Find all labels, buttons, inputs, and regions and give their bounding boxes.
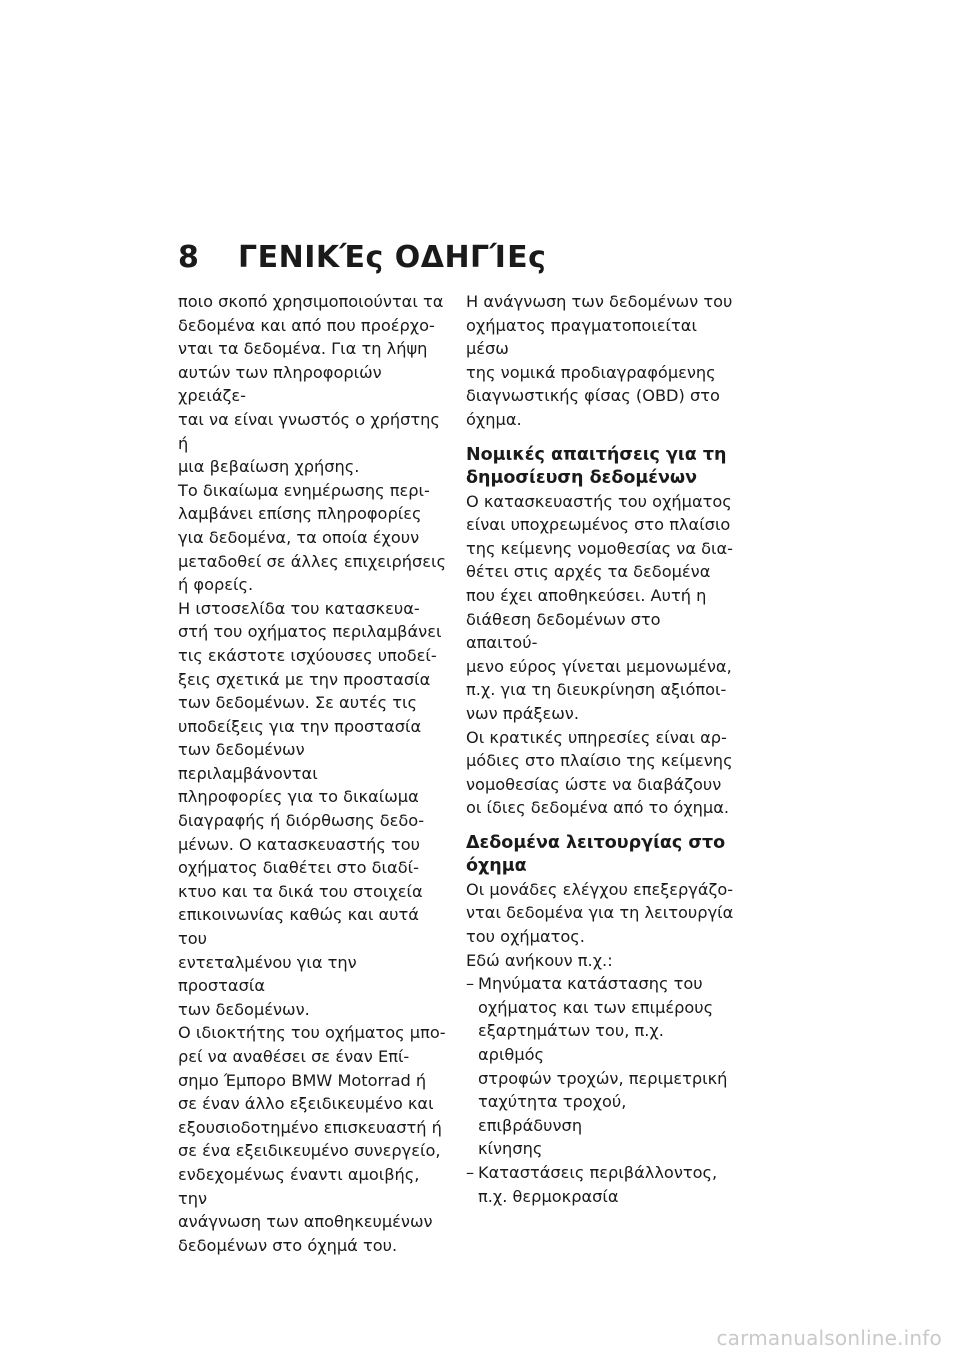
heading-legal-requirements: Νομικές απαιτήσεις για τη δημοσίευση δεδομένων [466, 444, 727, 488]
paragraph-information-right: Το δικαίωμα ενημέρωσης περι- λαμβάνει επίσης πληροφορίες για δεδομένα, τα οποία έχουν μεταδοθεί σε άλλες επιχειρήσεις ή φορείς. [178, 480, 447, 595]
watermark: carmanualsonline.info [716, 1326, 942, 1350]
paragraph-examples: Εδώ ανήκουν π.χ.: [466, 950, 613, 970]
right-column [466, 290, 734, 1208]
page-header [178, 240, 738, 282]
paragraph-purpose: ποιο σκοπό χρησιμοποιούνται τα δεδομένα και από που προέρχο- νται τα δεδομένα. Για τη λήψη αυτών των πληροφοριών χρειάζε- ται να είναι γνωστός ο χρήστης ή μια βεβαίωση χρήσης. [178, 292, 444, 477]
paragraph-control-units: Οι μονάδες ελέγχου επεξεργάζο- νται δεδομένα για τη λειτουργία του οχήματος. [466, 879, 734, 947]
paragraph-owner-readout: Ο ιδιοκτήτης του οχήματος μπο- ρεί να αναθέσει σε έναν Επί- σημο Έμπορο BMW Motorrad ή σε έναν άλλο εξειδικευμένο και εξουσιοδοτημένο επισκευαστή ή σε ένα εξειδικευμένο συνεργείο, ενδεχομένως έναντι αμοιβής, την ανάγνωση των αποθηκευμένων δεδομένων στο όχημά του. [178, 1023, 446, 1255]
paragraph-obd: Η ανάγνωση των δεδομένων του οχήματος πραγματοποιείται μέσω της νομικά προδιαγραφόμενης διαγνωστικής φίσας (OBD) στο όχημα. [466, 292, 733, 429]
left-column [178, 290, 446, 1257]
list-item-text: Μηνύματα κατάστασης του οχήματος και των επιμέρους εξαρτημάτων του, π.χ. αριθμός στροφών τροχών, περιμετρική ταχύτητα τροχού, επιβράδυνση κίνησης [478, 974, 728, 1159]
bullet-dash: – [466, 1163, 475, 1182]
list-item-text: Καταστάσεις περιβάλλοντος, π.χ. θερμοκρασία [478, 1163, 718, 1206]
bullet-dash: – [466, 974, 475, 994]
list-item [466, 1161, 734, 1208]
heading-operating-data: Δεδομένα λειτουργίας στο όχημα [466, 832, 726, 876]
paragraph-manufacturer-obligation: Ο κατασκευαστής του οχήματος είναι υποχρεωμένος στο πλαίσιο της κείμενης νομοθεσίας να δια- θέτει στις αρχές τα δεδομένα που έχει αποθηκεύσει. Αυτή η διάθεση δεδομένων στο απαιτού- μενο εύρος γίνεται μεμονωμένα, π.χ. για τη διευκρίνηση αξιόποι- νων πράξεων. [466, 491, 734, 723]
list-item [466, 972, 734, 1161]
chapter-title: ΓΕΝΙΚΈς ΟΔΗΓΊΕς [238, 240, 547, 275]
page-number: 8 [178, 240, 199, 275]
paragraph-website: Η ιστοσελίδα του κατασκευα- στή του οχήματος περιλαμβάνει τις εκάστοτε ισχύουσες υποδεί- ξεις σχετικά με την προστασία των δεδομένων. Σε αυτές τις υποδείξεις για την προστασία των δεδομένων περιλαμβάνονται πληροφορίες για το δικαίωμα διαγραφής ή διόρθωσης δεδο- μένων. Ο κατασκευαστής του οχήματος διαθέτει στο διαδί- κτυο και τα δικά του στοιχεία επικοινωνίας καθώς και αυτά του εντεταλμένου για την προστασία των δεδομένων. [178, 598, 442, 1019]
paragraph-state-services: Οι κρατικές υπηρεσίες είναι αρ- μόδιες στο πλαίσιο της κείμενης νομοθεσίας ώστε να διαβάζουν οι ίδιες δεδομένα από το όχημα. [466, 727, 733, 818]
